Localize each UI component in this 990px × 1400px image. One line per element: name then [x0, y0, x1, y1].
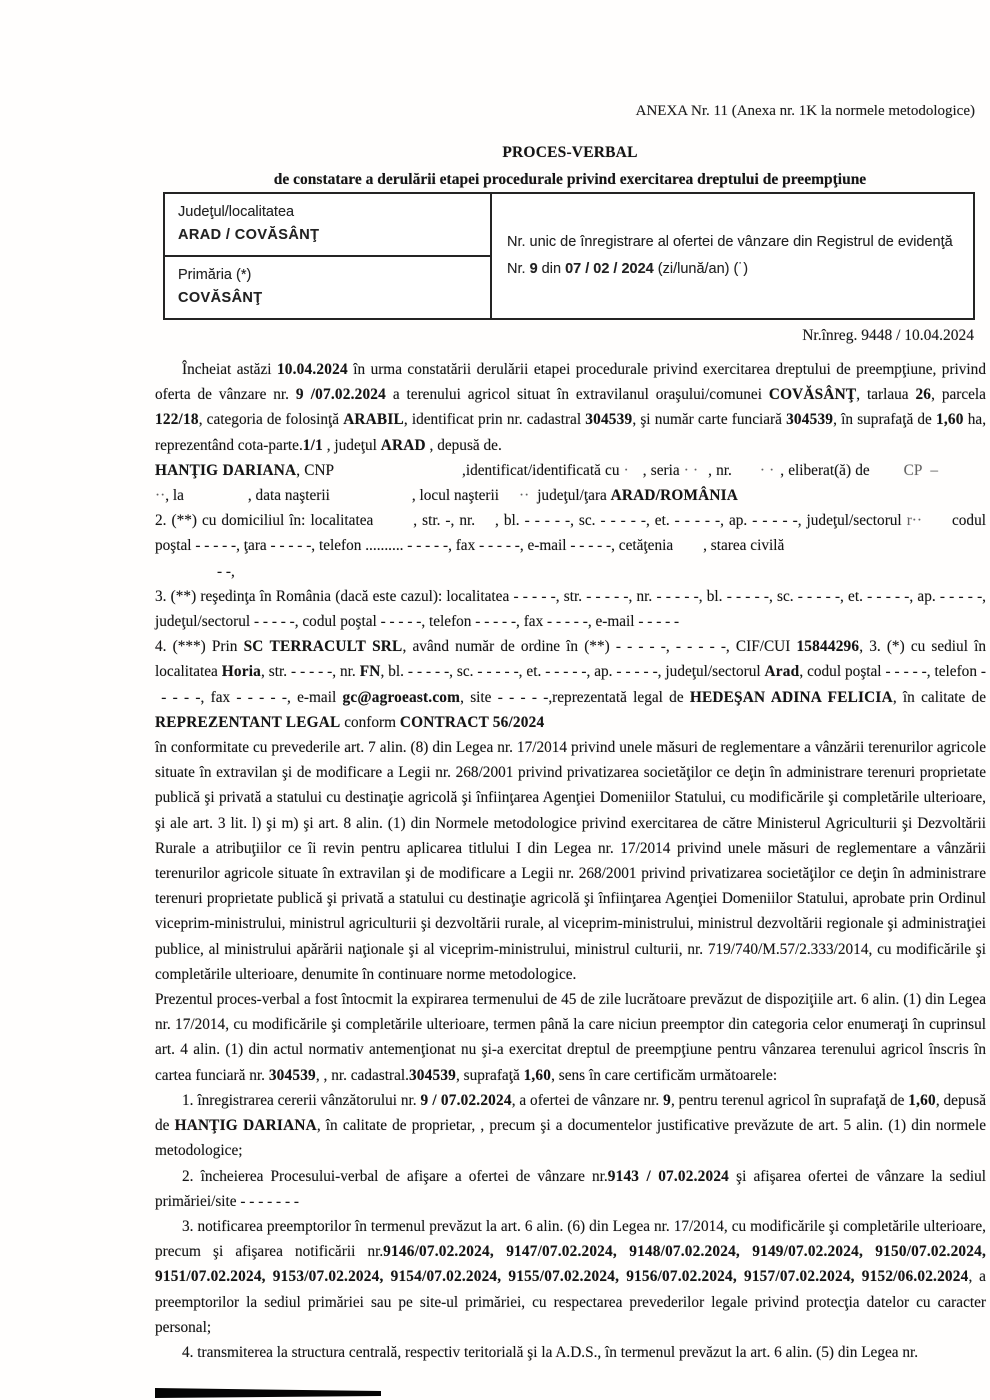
text: din — [537, 261, 566, 277]
text: , locul naşterii — [411, 487, 499, 505]
bold-text: 9 /07.02.2024 — [295, 386, 387, 404]
text: , suprafaţă — [456, 1066, 524, 1084]
cityhall-cell — [165, 257, 490, 318]
body-paragraph — [155, 584, 986, 634]
text: , depusă de — [155, 1091, 986, 1135]
text: ·· — [155, 487, 166, 505]
text: , eliberat(ă) de — [780, 461, 870, 479]
blank-space — [155, 574, 217, 576]
offer-registration-cell — [492, 194, 973, 318]
text: ha, reprezentând cota-parte. — [155, 411, 987, 454]
bold-text: 9143 / 07.02.2024 — [607, 1167, 730, 1185]
blank-space — [938, 473, 986, 475]
text: , CNP — [296, 461, 334, 479]
cityhall-value: COVĂSÂNŢ — [178, 290, 263, 306]
body-paragraph — [155, 735, 986, 987]
body-paragraph — [155, 357, 986, 458]
bold-text: HANŢIG DARIANA — [174, 1117, 317, 1135]
body-paragraph — [155, 508, 986, 558]
registration-table — [163, 192, 975, 320]
bold-text: 1,60 — [908, 1091, 936, 1109]
text: în urma constatării derulării etapei procedurale privind exercitarea dreptului de preempţiune, privind oferta de vânzare nr. — [155, 361, 986, 404]
text: , bl. - - - - -, sc. - - - - -, et. - - - - -, ap. - - - - -, judeţul/sectorul — [380, 663, 765, 681]
text: ,identificat/identificată cu — [462, 461, 624, 479]
bold-text: 15844296 — [796, 638, 860, 656]
bold-text: 9 — [663, 1091, 671, 1109]
text: , tarlaua — [856, 386, 916, 404]
text: Nr. — [507, 261, 530, 277]
blank-space — [499, 498, 519, 500]
text: 3. notificarea preemptorilor în termenul prevăzut la art. 6 alin. (6) din Legea nr. 17/2014, cu modificările şi completările ulterioare, precum şi afişarea notificării nr. — [155, 1217, 986, 1261]
bold-text: 1,60 — [936, 411, 964, 429]
text: 4. transmiterea la structura centrală, respectiv teritorială şi la A.D.S., în termenul prevăzut la art. 6 alin. (5) din Legea nr. — [182, 1343, 919, 1361]
text: , 3. (*) cu sediul în localitatea — [155, 638, 986, 681]
text: , codul poştal - - - - -, telefon - - - - -, fax - - - - -, e-mail — [155, 663, 987, 706]
text: 2. (**) cu domiciliul în: localitatea — [155, 512, 374, 530]
bold-text: 9 — [529, 261, 538, 277]
text: în conformitate cu prevederile art. 7 alin. (8) din Legea nr. 17/2014 privind unele măsuri de reglementare a vânzării terenurilor agricole situate în extravilan şi de modificare a Legii nr. 268/2001 privind privatizarea societăţilor ce deţin în administrare terenuri proprietate publică şi privată a statului cu destinaţie agricolă şi înfiinţarea Agenţiei Domeniilor Statului, cu modificările şi completările ulterioare, şi ale art. 3 lit. l) şi m) şi art. 8 alin. (1) din Normele metodologice privind exercitarea de către Ministerul Agriculturii şi Dezvoltării Rurale a atribuţiilor ce îi revin pentru aplicarea titlului I din Legea nr. 17/2014 privind unele măsuri de reglementare a vânzării terenurilor agricole situate în extravilan şi de modificare a Legii nr. 268/2001 privind privatizarea societăţilor ce deţin în administrare terenuri proprietate publică şi privată a statului cu destinaţie agricolă şi înfiinţarea Agenţiei Domeniilor Statului, aprobate prin Ordinul viceprim-ministrului, ministrul agriculturii şi dezvoltării rurale, al viceprim-ministrului, ministrul dezvoltării regionale şi administraţiei publice, al ministrului apărării naţionale şi al viceprim-ministrului, ministrul culturii, nr. 719/740/M.57/2.333/2014, cu modificările şi completările ulterioare, denumite în continuare norme metodologice. — [155, 739, 986, 983]
blank-space — [698, 473, 708, 475]
text: , bl. - - - - -, sc. - - - - -, et. - - - - -, ap. - - - - -, judeţul/sectorul — [495, 512, 907, 530]
bold-text: SC TERRACULT SRL — [243, 638, 403, 656]
bold-text: 1,60 — [523, 1066, 552, 1084]
bold-text: 1/1 — [302, 436, 323, 454]
bold-text: ARAD/ROMÂNIA — [610, 487, 738, 505]
bold-text: 304539 — [268, 1066, 316, 1084]
offer-registration-number — [507, 256, 958, 283]
bold-text: COVĂSÂNŢ — [768, 386, 857, 404]
bold-text: 304539 — [585, 411, 633, 429]
text: , în calitate de — [892, 688, 986, 706]
blank-space — [334, 473, 462, 475]
text: judeţul/ţara — [537, 487, 611, 505]
body-paragraph — [155, 559, 986, 584]
text: 1. înregistrarea cererii vânzătorului nr. — [182, 1091, 421, 1109]
bold-text: ARABIL — [343, 411, 404, 429]
text: · · — [683, 461, 699, 479]
text: , judeţul — [322, 436, 381, 454]
text: , parcela — [931, 386, 986, 404]
text: , a preemptorilor la sediul primăriei sau pe site-ul primăriei, cu respectarea prevederilor legale privind protecţia datelor cu caracter personal; — [155, 1268, 986, 1336]
county-cell — [165, 194, 490, 257]
text: – — [930, 461, 939, 479]
text: ·· — [518, 487, 530, 505]
text: · · — [759, 461, 775, 479]
bold-text: 122/18 — [155, 411, 199, 429]
text: 4. (***) Prin — [155, 638, 244, 656]
body-paragraph — [155, 458, 986, 508]
document-title: PROCES-VERBAL — [502, 144, 638, 161]
blank-space — [330, 498, 412, 500]
offer-registration-caption: Nr. unic de înregistrare al ofertei de vânzare din Registrul de evidenţă — [507, 234, 953, 250]
blank-space — [529, 498, 537, 500]
bold-text: 9146/07.02.2024, 9147/07.02.2024, 9148/07.02.2024, 9149/07.02.2024, 9150/07.02.2024, 9151/07.02.2024, 9153/07.02.2024, 9154/07.02.2024, 9155/07.02.2024, 9156/07.02.2024, 9157/07.02.2024, 9152/06.02.2024 — [155, 1243, 986, 1286]
text: , în calitate de proprietar, , precum şi a documentelor justificative prevăzute de art. 5 alin. (1) din normele metodologice; — [155, 1117, 987, 1160]
text: codul poştal - - - - -, ţara - - - - -, telefon .......... - - - - -, fax - - - - -, e-mail - - - - -, cetăţenia — [155, 512, 986, 555]
text: , seria — [642, 461, 684, 479]
body-paragraph — [155, 987, 986, 1088]
blank-space — [673, 548, 703, 550]
text: , având număr de ordine în (**) - - - - -, - - - - -, CIF/CUI — [402, 638, 797, 656]
bold-text: Horia — [221, 663, 262, 681]
text: , nr. — [708, 461, 732, 479]
text: , str. -, nr. — [413, 512, 476, 530]
text: a terenului agricol situat în extravilanul oraşului/comunei — [386, 386, 769, 404]
blank-space — [475, 523, 495, 525]
blank-space — [870, 473, 904, 475]
text: · — [623, 461, 629, 479]
text: , în suprafaţă de — [833, 411, 937, 429]
text: Încheiat astăzi — [182, 361, 277, 378]
text: , site - - - - -,reprezentată legal de — [460, 688, 690, 706]
text: şi afişarea ofertei de vânzare la sediul primăriei/site - - - - - - - — [155, 1167, 986, 1210]
blank-space — [922, 523, 952, 525]
blank-space — [629, 473, 643, 475]
bold-text: CONTRACT 56/2024 — [399, 713, 545, 731]
bold-text: Arad — [764, 663, 800, 681]
bold-text: FN — [359, 663, 381, 681]
text: , categoria de folosinţă — [198, 411, 344, 429]
text: , sens în care certificăm următoarele: — [551, 1066, 778, 1084]
cityhall-label: Primăria (*) — [178, 267, 252, 283]
text: Prezentul proces-verbal a fost întocmit la expirarea termenului de 45 de zile lucrătoare prevăzut de dispoziţiile art. 6 alin. (1) din Legea nr. 17/2014, cu modificările şi completările ulterioare, termen până la care niciun preemptor din categoria celor enumeraţi în cuprinsul art. 4 alin. (1) din actul normativ antemenţionat nu şi-a exercitat dreptul de preempţiune pentru vânzarea terenului agricol înscris în cartea funciară nr. — [155, 991, 986, 1084]
text: , pentru terenul agricol în suprafaţă de — [670, 1091, 909, 1109]
text: , şi număr carte funciară — [632, 411, 787, 429]
bold-text: 9 / 07.02.2024 — [420, 1091, 512, 1109]
bold-text: HANŢIG DARIANA — [155, 461, 297, 479]
text: , data naşterii — [247, 487, 330, 505]
county-label: Judeţul/localitatea — [178, 204, 295, 220]
body-paragraph — [155, 1164, 986, 1214]
blank-space — [732, 473, 760, 475]
registration-number-line: Nr.înreg. 9448 / 10.04.2024 — [802, 327, 974, 344]
bold-text: HEDEŞAN ADINA FELICIA — [689, 688, 893, 706]
text: , la — [165, 487, 184, 505]
text: , depusă de. — [425, 436, 502, 454]
bold-text: 304539 — [786, 411, 834, 429]
body-paragraph — [155, 634, 986, 735]
table-left-column — [165, 194, 492, 318]
text: 3. (**) reşedinţa în România (dacă este cazul): localitatea - - - - -, str. - - - - -, nr. - - - - -, bl. - - - - -, sc. - - - - -, et. - - - - -, ap. - - - - -, judeţul/sectorul - - - - -, codul poştal - - - - -, telefon - - - - -, fax - - - - -, e-mail - - - - - — [155, 587, 986, 631]
blank-space — [184, 498, 248, 500]
blank-space — [373, 523, 413, 525]
bold-text: gc@agroeast.com — [342, 688, 461, 706]
bold-text: 10.04.2024 — [276, 361, 348, 378]
text: conform — [340, 713, 400, 731]
body-paragraph — [155, 1088, 986, 1164]
document-body — [155, 357, 986, 1365]
text: CP — [903, 461, 923, 479]
county-value: ARAD / COVĂSÂNŢ — [178, 227, 320, 243]
anexa-reference: ANEXA Nr. 11 (Anexa nr. 1K la normele metodologice) — [635, 103, 975, 119]
text: (zi/lună/an) (˙) — [653, 261, 749, 277]
bold-text: 304539 — [408, 1066, 457, 1084]
text: , starea civilă — [703, 537, 785, 555]
text: , a ofertei de vânzare nr. — [511, 1091, 664, 1109]
text: 2. încheierea Procesului-verbal de afişare a ofertei de vânzare nr. — [182, 1167, 608, 1185]
text: , str. - - - - -, nr. — [261, 663, 360, 681]
text: , identificat prin nr. cadastral — [403, 411, 586, 429]
scan-artifact-bar — [155, 1388, 381, 1398]
body-paragraph — [155, 1214, 986, 1340]
document-subtitle: de constatare a derulării etapei procedurale privind exercitarea dreptului de preempţiune — [273, 171, 867, 188]
bold-text: ARAD — [380, 436, 426, 454]
text: , , nr. cadastral. — [315, 1066, 409, 1084]
bold-text: REPREZENTANT LEGAL — [155, 713, 341, 731]
text: r·· — [906, 512, 922, 530]
body-paragraph — [155, 1340, 986, 1365]
bold-text: 26 — [915, 386, 932, 404]
text: - -, — [217, 562, 235, 580]
bold-text: 07 / 02 / 2024 — [565, 261, 654, 277]
